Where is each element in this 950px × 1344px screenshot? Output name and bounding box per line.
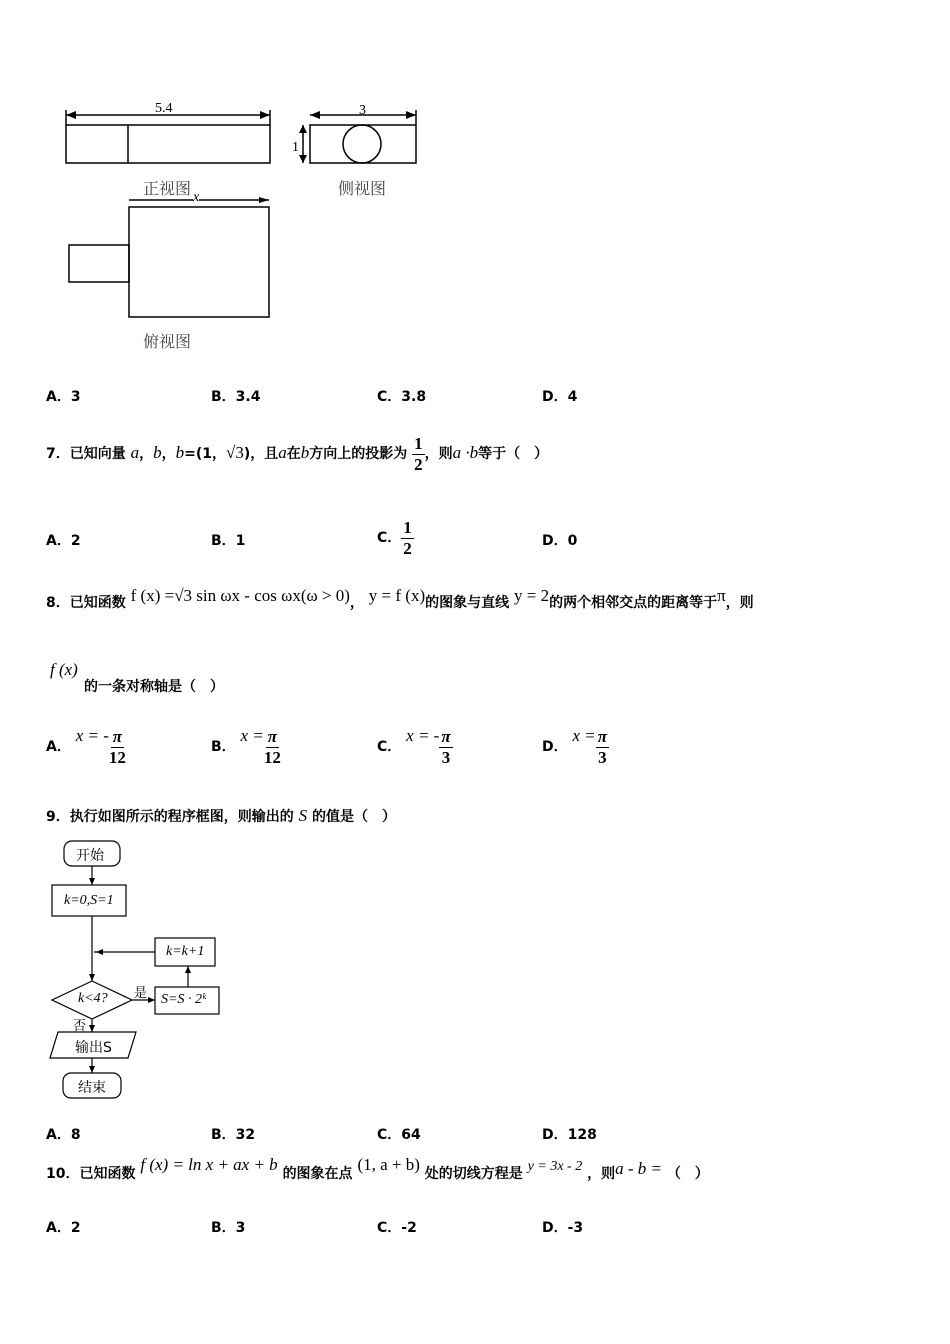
denominator: 2 [414,454,423,474]
side-height-label: 1 [292,140,299,155]
flow-increment: k=k+1 [166,944,205,959]
q8-option-a [46,722,126,771]
q8-number: 8． [46,595,70,611]
numerator: π [267,726,277,746]
flow-body: S=S · 2ᵏ [161,992,206,1007]
top-dim-label: x [193,190,200,205]
denominator: 3 [441,747,451,767]
q8-option-c [377,722,453,771]
q8-function-ref: f (x) [50,660,78,679]
q7-option-b: B．1 [211,533,246,549]
q8-option-d [542,722,609,771]
side-width-label: 3 [359,103,366,118]
q10-option-a: A．2 [46,1220,81,1236]
q8-text: ，则 [725,595,754,611]
q7-text: =(1， [184,446,226,462]
option-expr: x = [240,726,264,745]
q7-option-a: A．2 [46,533,81,549]
numerator: π [441,726,451,746]
front-dim-label: 5.4 [155,101,173,116]
q7-vector-b: b [175,443,185,462]
q8-option-b [211,722,281,771]
q10-point: (1, a + b) [357,1155,420,1174]
q6-option-c: C．3.8 [377,389,427,405]
q7-sqrt3: √3 [226,443,244,462]
denominator: 3 [598,747,607,767]
q7-text: ，则 [424,446,453,462]
flow-end: 结束 [78,1080,106,1096]
fraction [264,727,281,768]
q9-stem [46,806,396,826]
q6-option-b: B．3.4 [211,389,261,405]
q8-pi: π [717,586,726,605]
q8-stem-line2: 的一条对称轴是（ ） [84,679,224,695]
q7-text: 方向上的投影为 [309,446,408,462]
numerator: 1 [414,433,423,453]
q7-option-c [377,503,414,573]
q7-text: ， [161,446,176,462]
side-view-circle [343,125,381,163]
q10-stem [46,1155,709,1183]
q7-text: 已知向量 [69,446,126,462]
option-expr: x = - [75,726,109,745]
numerator: 1 [403,517,412,537]
q8-text: ， [349,595,364,611]
q10-text: （ ） [666,1166,709,1182]
three-view-figure [40,95,440,355]
q10-number: 10． [46,1166,80,1182]
flow-start: 开始 [76,848,104,864]
q10-option-d: D．-3 [542,1220,584,1236]
option-label: D． [542,739,568,755]
front-view-label: 正视图 [143,179,192,198]
q7-vector-b: b [300,443,310,462]
q7-text: 等于（ ） [478,446,549,462]
denominator: 12 [263,747,281,767]
q6-option-d: D．4 [542,389,578,405]
q7-vector-a: a [130,443,140,462]
option-expr: x = - [406,726,440,745]
top-view-rect [129,207,269,317]
fraction [109,727,126,768]
q9-option-d: D．128 [542,1127,597,1143]
q7-text: )，且 [243,446,279,462]
q7-dot-product: a ·b [452,443,479,462]
side-view-label: 侧视图 [338,179,387,198]
side-view-rect [310,125,416,163]
flow-output: 输出S [75,1040,112,1056]
option-label: C． [377,739,402,755]
denominator: 12 [108,747,126,767]
fraction [439,727,452,768]
q8-y-equals-f: y = f (x) [368,586,426,605]
option-label: B． [211,739,236,755]
flow-yes: 是 [134,986,148,1001]
q10-text: 的图象在点 [282,1166,353,1182]
q8-function: f (x) =√3 sin ωx - cos ωx(ω > 0) [130,586,350,605]
q9-var-s: S [298,806,308,825]
denominator: 2 [403,538,412,558]
q7-text: ， [139,446,154,462]
q10-function: f (x) = ln x + ax + b [140,1155,278,1174]
fraction [596,727,609,768]
top-view-label: 俯视图 [143,332,192,351]
option-label: C． [377,530,402,546]
fraction [401,518,414,559]
flow-no: 否 [73,1019,87,1034]
q8-line: y = 2 [514,586,550,605]
q9-option-b: B．32 [211,1127,256,1143]
q10-option-b: B．3 [211,1220,246,1236]
q7-option-d: D．0 [542,533,578,549]
q10-text: 已知函数 [79,1166,136,1182]
flow-init: k=0,S=1 [64,893,114,908]
q9-option-a: A．8 [46,1127,81,1143]
option-expr: x = [572,726,596,745]
option-label: A． [46,739,71,755]
q7-stem [46,422,548,485]
q7-fraction [412,434,425,475]
q8-text: 的两个相邻交点的距离等于 [549,595,718,611]
numerator: π [597,726,608,746]
q8-text: 的图象与直线 [425,595,510,611]
q8-text: 已知函数 [69,595,126,611]
q9-text: 的值是（ ） [312,809,396,825]
q10-text: 处的切线方程是 [424,1166,523,1182]
q7-text: 在 [286,446,301,462]
front-view-rect [66,125,270,163]
q9-number: 9． [46,809,70,825]
q8-stem-line1 [46,586,754,612]
q7-vector-a: a [278,443,287,462]
q10-expression: a - b = [615,1159,662,1178]
q9-text: 执行如图所示的程序框图，则输出的 [69,809,294,825]
q7-number: 7． [46,446,70,462]
q10-text: ，则 [587,1166,616,1182]
q9-option-c: C．64 [377,1127,421,1143]
numerator: π [112,726,123,746]
q10-tangent: y = 3x - 2 [527,1159,583,1174]
q10-option-c: C．-2 [377,1220,417,1236]
flow-condition: k<4? [78,991,108,1006]
flowchart [40,835,240,1105]
q7-vector-b: b [153,443,162,462]
q6-option-a: A．3 [46,389,81,405]
